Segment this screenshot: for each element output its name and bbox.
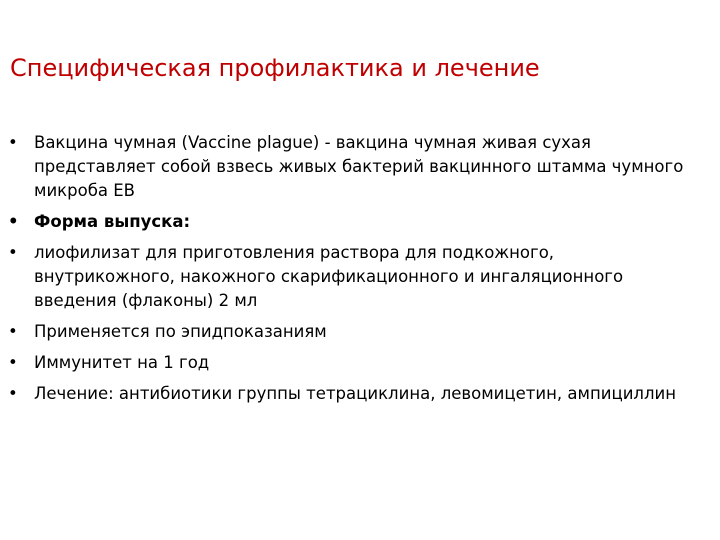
bullet-list bbox=[34, 131, 694, 413]
bullet-item-lyophilisate: • лиофилизат для приготовления раствора для подкожного, внутрикожного, накожного скарификационного и ингаляционного введения (флаконы) 2 мл bbox=[34, 241, 694, 313]
bullet-item-indications: • Применяется по эпидпоказаниям bbox=[34, 320, 694, 344]
bullet-item-immunity: • Иммунитет на 1 год bbox=[34, 351, 694, 375]
bullet-item-treatment: • Лечение: антибиотики группы тетрациклина, левомицетин, ампициллин bbox=[34, 382, 694, 406]
bullet-item-vaccine: • Вакцина чумная (Vaccine plague) - вакцина чумная живая сухая представляет собой взвесь живых бактерий вакцинного штамма чумного микроба EВ bbox=[34, 131, 694, 203]
slide-title: Специфическая профилактика и лечение bbox=[10, 54, 540, 82]
bullet-item-release-form: • Форма выпуска: bbox=[34, 210, 694, 234]
